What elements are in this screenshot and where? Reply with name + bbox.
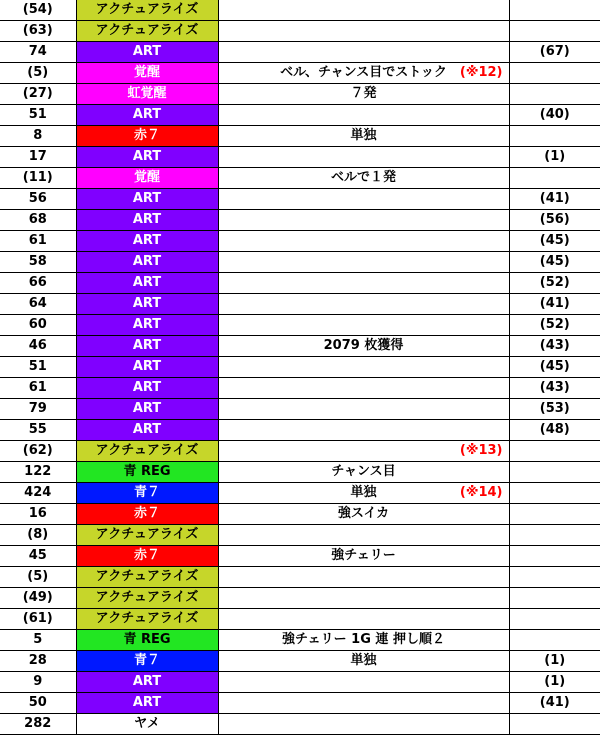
- games-cell: (5): [0, 63, 76, 84]
- bonus-type-cell: アクチュアライズ: [76, 0, 218, 21]
- table-row: [0, 546, 600, 567]
- note-cell: [218, 63, 509, 84]
- bonus-type-cell: ART: [76, 42, 218, 63]
- table-row: [0, 714, 600, 735]
- table-row: [0, 462, 600, 483]
- count-cell: [509, 630, 600, 651]
- bonus-type-cell: 赤７: [76, 126, 218, 147]
- note-cell: [218, 0, 509, 21]
- games-cell: (63): [0, 21, 76, 42]
- bonus-type-cell: ART: [76, 105, 218, 126]
- note-cell: [218, 504, 509, 525]
- table-row: [0, 189, 600, 210]
- note-cell: [218, 378, 509, 399]
- count-cell: [509, 504, 600, 525]
- table-row: [0, 0, 600, 21]
- note-cell: [218, 693, 509, 714]
- bonus-type-cell: アクチュアライズ: [76, 441, 218, 462]
- games-cell: 46: [0, 336, 76, 357]
- count-cell: (40): [509, 105, 600, 126]
- bonus-type-cell: ヤメ: [76, 714, 218, 735]
- games-cell: 28: [0, 651, 76, 672]
- table-row: [0, 693, 600, 714]
- bonus-type-cell: ART: [76, 294, 218, 315]
- note-text: ベル、チャンス目でストック: [280, 65, 447, 80]
- games-cell: 282: [0, 714, 76, 735]
- table-row: [0, 357, 600, 378]
- games-cell: 424: [0, 483, 76, 504]
- count-cell: [509, 441, 600, 462]
- bonus-type-cell: アクチュアライズ: [76, 588, 218, 609]
- games-cell: 51: [0, 105, 76, 126]
- bonus-type-cell: 青 REG: [76, 462, 218, 483]
- games-cell: (54): [0, 0, 76, 21]
- count-cell: (67): [509, 42, 600, 63]
- table-row: [0, 504, 600, 525]
- games-cell: (8): [0, 525, 76, 546]
- note-text: ７発: [350, 86, 377, 101]
- bonus-type-cell: ART: [76, 357, 218, 378]
- note-cell: [218, 42, 509, 63]
- count-cell: [509, 567, 600, 588]
- bonus-type-cell: 青７: [76, 651, 218, 672]
- count-cell: (43): [509, 336, 600, 357]
- table-row: [0, 84, 600, 105]
- note-text: 強スイカ: [337, 506, 390, 521]
- bonus-type-cell: 覚醒: [76, 168, 218, 189]
- note-cell: [218, 609, 509, 630]
- games-cell: 55: [0, 420, 76, 441]
- footnote-ref: (※12): [459, 65, 503, 80]
- count-cell: [509, 483, 600, 504]
- table-row: [0, 336, 600, 357]
- note-text: 強チェリー 1G 連 押し順２: [282, 632, 445, 647]
- table-row: [0, 399, 600, 420]
- table-row: [0, 42, 600, 63]
- table-row: [0, 63, 600, 84]
- note-text: 単独: [350, 128, 377, 143]
- note-cell: [218, 189, 509, 210]
- games-cell: 74: [0, 42, 76, 63]
- table-row: [0, 567, 600, 588]
- note-cell: [218, 630, 509, 651]
- bonus-type-cell: ART: [76, 420, 218, 441]
- count-cell: [509, 462, 600, 483]
- bonus-type-cell: アクチュアライズ: [76, 21, 218, 42]
- count-cell: (41): [509, 294, 600, 315]
- note-cell: [218, 336, 509, 357]
- note-cell: [218, 357, 509, 378]
- note-cell: [218, 231, 509, 252]
- games-cell: (62): [0, 441, 76, 462]
- table-row: [0, 630, 600, 651]
- games-cell: 56: [0, 189, 76, 210]
- bonus-type-cell: ART: [76, 315, 218, 336]
- table-row: [0, 231, 600, 252]
- table-row: [0, 672, 600, 693]
- note-cell: [218, 147, 509, 168]
- note-cell: [218, 462, 509, 483]
- games-cell: (49): [0, 588, 76, 609]
- note-cell: [218, 399, 509, 420]
- bonus-type-cell: ART: [76, 210, 218, 231]
- bonus-type-cell: ART: [76, 336, 218, 357]
- games-cell: 122: [0, 462, 76, 483]
- count-cell: [509, 84, 600, 105]
- games-cell: (27): [0, 84, 76, 105]
- count-cell: (1): [509, 672, 600, 693]
- games-cell: (61): [0, 609, 76, 630]
- games-cell: (11): [0, 168, 76, 189]
- games-cell: 60: [0, 315, 76, 336]
- note-cell: [218, 588, 509, 609]
- footnote-ref: (※14): [459, 485, 503, 500]
- note-cell: [218, 420, 509, 441]
- games-cell: 61: [0, 378, 76, 399]
- note-cell: [218, 105, 509, 126]
- bonus-type-cell: ART: [76, 147, 218, 168]
- games-cell: 45: [0, 546, 76, 567]
- table-row: [0, 147, 600, 168]
- note-cell: [218, 525, 509, 546]
- count-cell: [509, 63, 600, 84]
- note-cell: [218, 672, 509, 693]
- games-cell: 79: [0, 399, 76, 420]
- note-cell: [218, 651, 509, 672]
- bonus-type-cell: 虹覚醒: [76, 84, 218, 105]
- count-cell: [509, 21, 600, 42]
- bonus-type-cell: アクチュアライズ: [76, 525, 218, 546]
- note-cell: [218, 315, 509, 336]
- table-row: [0, 588, 600, 609]
- games-cell: 5: [0, 630, 76, 651]
- table-row: [0, 294, 600, 315]
- games-cell: 51: [0, 357, 76, 378]
- bonus-type-cell: ART: [76, 378, 218, 399]
- bonus-type-cell: 青 REG: [76, 630, 218, 651]
- note-text: 2079 枚獲得: [323, 338, 404, 353]
- count-cell: (41): [509, 693, 600, 714]
- note-cell: [218, 84, 509, 105]
- table-row: [0, 315, 600, 336]
- bonus-type-cell: 赤７: [76, 504, 218, 525]
- count-cell: [509, 525, 600, 546]
- games-cell: 58: [0, 252, 76, 273]
- table-row: [0, 525, 600, 546]
- table-row: [0, 483, 600, 504]
- count-cell: [509, 168, 600, 189]
- bonus-type-cell: ART: [76, 231, 218, 252]
- note-cell: [218, 273, 509, 294]
- games-cell: 66: [0, 273, 76, 294]
- games-cell: (5): [0, 567, 76, 588]
- table-row: [0, 378, 600, 399]
- table-row: [0, 21, 600, 42]
- count-cell: (53): [509, 399, 600, 420]
- table-row: [0, 273, 600, 294]
- note-cell: [218, 546, 509, 567]
- table-row: [0, 651, 600, 672]
- count-cell: (41): [509, 189, 600, 210]
- note-text: ベルで１発: [330, 170, 396, 185]
- bonus-type-cell: ART: [76, 189, 218, 210]
- note-cell: [218, 252, 509, 273]
- count-cell: (45): [509, 357, 600, 378]
- bonus-type-cell: 覚醒: [76, 63, 218, 84]
- bonus-type-cell: アクチュアライズ: [76, 609, 218, 630]
- table-row: [0, 126, 600, 147]
- bonus-type-cell: 青７: [76, 483, 218, 504]
- note-cell: [218, 441, 509, 462]
- note-cell: [218, 21, 509, 42]
- note-cell: [218, 483, 509, 504]
- note-cell: [218, 126, 509, 147]
- footnote-ref: (※13): [459, 443, 503, 458]
- note-text: 強チェリー: [331, 548, 396, 563]
- games-cell: 68: [0, 210, 76, 231]
- bonus-type-cell: ART: [76, 399, 218, 420]
- table-row: [0, 210, 600, 231]
- count-cell: [509, 714, 600, 735]
- bonus-type-cell: ART: [76, 672, 218, 693]
- games-cell: 61: [0, 231, 76, 252]
- bonus-type-cell: ART: [76, 273, 218, 294]
- note-text: 単独: [350, 653, 377, 668]
- count-cell: (52): [509, 273, 600, 294]
- note-cell: [218, 210, 509, 231]
- table-row: [0, 609, 600, 630]
- count-cell: (45): [509, 231, 600, 252]
- games-cell: 50: [0, 693, 76, 714]
- table-row: [0, 252, 600, 273]
- count-cell: (56): [509, 210, 600, 231]
- count-cell: [509, 0, 600, 21]
- note-text: 単独: [350, 485, 377, 500]
- count-cell: [509, 546, 600, 567]
- count-cell: (1): [509, 651, 600, 672]
- games-cell: 64: [0, 294, 76, 315]
- note-text: チャンス目: [331, 464, 396, 479]
- count-cell: (45): [509, 252, 600, 273]
- table-row: [0, 420, 600, 441]
- table-row: [0, 105, 600, 126]
- note-cell: [218, 567, 509, 588]
- note-cell: [218, 168, 509, 189]
- bonus-type-cell: ART: [76, 693, 218, 714]
- games-cell: 8: [0, 126, 76, 147]
- games-cell: 9: [0, 672, 76, 693]
- count-cell: (52): [509, 315, 600, 336]
- count-cell: [509, 588, 600, 609]
- games-cell: 16: [0, 504, 76, 525]
- note-cell: [218, 714, 509, 735]
- count-cell: [509, 126, 600, 147]
- count-cell: (48): [509, 420, 600, 441]
- bonus-type-cell: ART: [76, 252, 218, 273]
- table-row: [0, 441, 600, 462]
- table-row: [0, 168, 600, 189]
- bonus-type-cell: 赤７: [76, 546, 218, 567]
- count-cell: [509, 609, 600, 630]
- games-cell: 17: [0, 147, 76, 168]
- count-cell: (43): [509, 378, 600, 399]
- bonus-type-cell: アクチュアライズ: [76, 567, 218, 588]
- count-cell: (1): [509, 147, 600, 168]
- note-cell: [218, 294, 509, 315]
